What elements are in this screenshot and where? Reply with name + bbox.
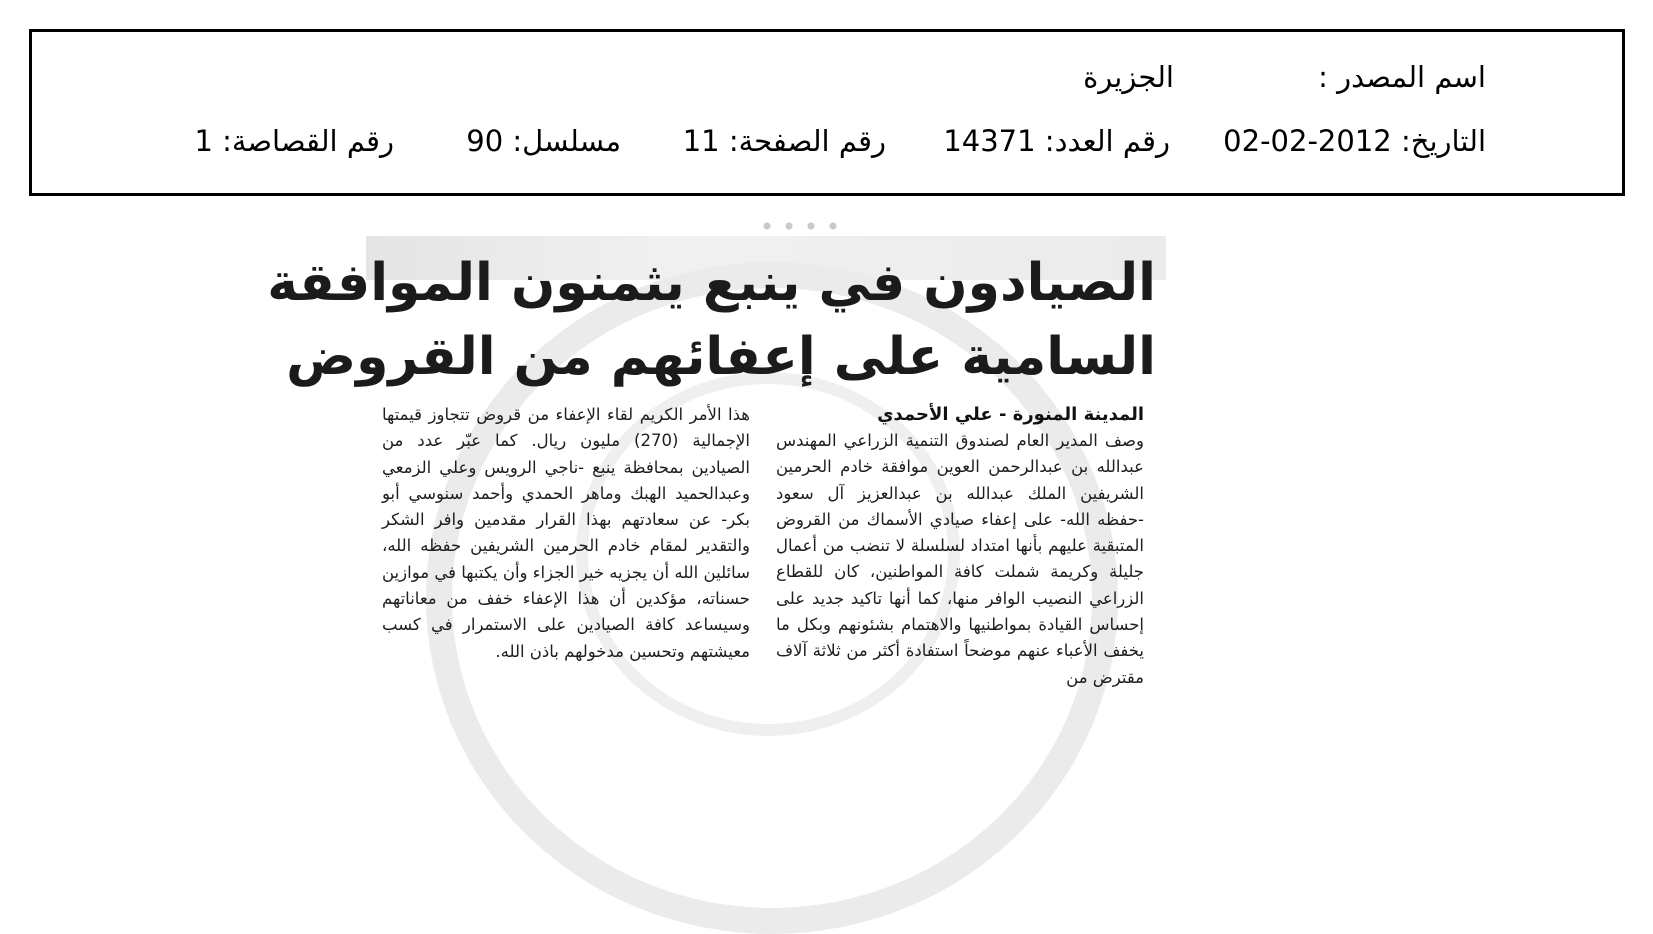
article-body-left: هذا الأمر الكريم لقاء الإعفاء من قروض تتجاوز قيمتها الإجمالية (270) مليون ريال. كما عبّر عدد من الصيادين بمحافظة ينبع -ناجي الرويس وعلي الزمعي وعبدالحميد الهبك وماهر الحمدي وأحمد سنوسي أبو بكر- عن سعادتهم بهذا القرار مقدمين وافر الشكر والتقدير لمقام خادم الحرمين الشريفين حفظه الله، سائلين الله أن يجزيه خير الجزاء وأن يكتبها في موازين حسناته، مؤكدين أن هذا الإعفاء خفف من معاناتهم وسيساعد كافة الصيادين على الاستمرار في كسب معيشتهم وتحسين مدخولهم باذن الله. (382, 405, 751, 661)
headline-line-1: الصيادون في ينبع يثمنون الموافقة (267, 253, 1156, 313)
page-number-field: رقم الصفحة: 11 (682, 124, 886, 158)
article-body-right: وصف المدير العام لصندوق التنمية الزراعي المهندس عبدالله بن عبدالرحمن العوين موافقة خادم الحرمين الشريفين الملك عبدالله بن عبدالعزيز آل سعود -حفظه الله- على إعفاء صيادي الأسماك من القروض المتبقية عليهم بأنها امتداد لسلسلة لا تنضب من أعمال جليلة وكريمة شملت كافة المواطنين، كان للقطاع الزراعي النصيب الوافر منها، كما أنها تاكيد جديد على إحساس القيادة بمواطنيها والاهتمام بشئونهم وبكل ما يخفف الأعباء عنهم موضحاً استفادة أكثر من ثلاثة آلاف مقترض من (776, 431, 1144, 687)
issue-number-field: رقم العدد: 14371 (943, 124, 1170, 158)
newspaper-clipping (267, 222, 1156, 793)
source-label: اسم المصدر : (1318, 60, 1486, 94)
article-column-right (776, 402, 1144, 691)
article-headline (267, 246, 1156, 394)
details-row (32, 124, 1622, 164)
ornament-dots (756, 222, 842, 230)
source-row (32, 60, 1622, 100)
serial-number-field: مسلسل: 90 (466, 124, 621, 158)
clip-number-field: رقم القصاصة: 1 (194, 124, 394, 158)
article-byline: المدينة المنورة - علي الأحمدي (877, 404, 1144, 425)
article-column-left (382, 402, 750, 665)
date-field: التاريخ: 2012-02-02 (1223, 124, 1486, 158)
clipping-metadata-box (29, 29, 1625, 196)
headline-line-2: السامية على إعفائهم من القروض (286, 327, 1156, 387)
source-value: الجزيرة (1083, 60, 1174, 94)
